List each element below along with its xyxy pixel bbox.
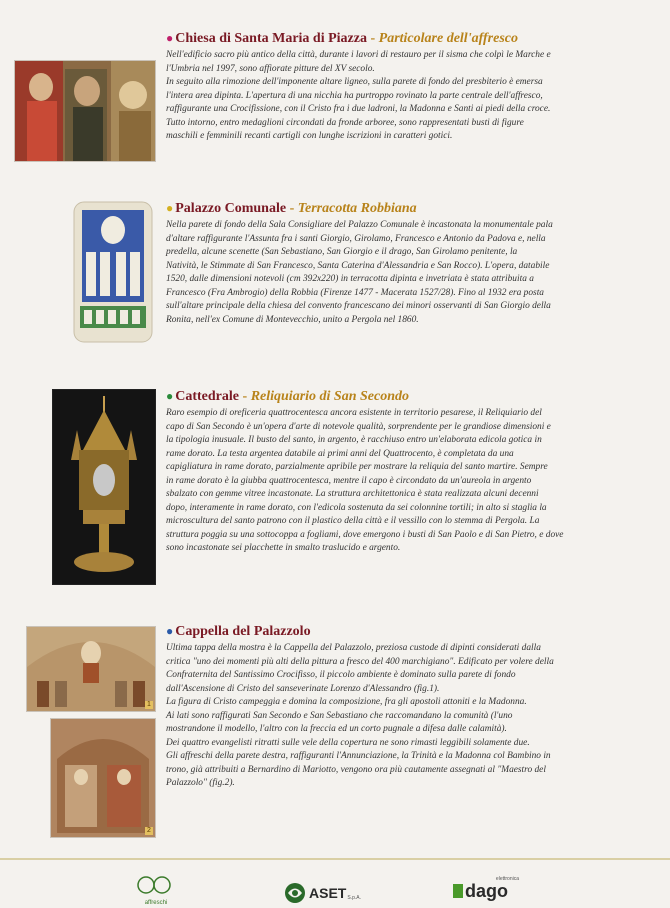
artwork-subtitle: Particolare dell'affresco (378, 31, 518, 46)
figure-number-badge: 1 (145, 701, 153, 709)
artwork-subtitle: Reliquiario di San Secondo (250, 389, 409, 404)
section-description (166, 642, 626, 791)
figure-number-badge: 2 (145, 827, 153, 835)
sponsor-logo-aset (284, 882, 361, 904)
text-line: d'altare raffigurante l'Assunta fra i santi Giorgio, Girolamo, Francesco e Antonio da Padova e, nella (166, 233, 546, 244)
bullet-icon: ● (166, 389, 174, 403)
dago-logo-tagline: elettronica (495, 876, 519, 882)
text-line: Nella parete di fondo della Sala Consigliare del Palazzo Comunale è incastonata la monumentale pala (166, 220, 553, 230)
text-line: La figura di Cristo campeggia e domina la composizione, fra gli apostoli attoniti e la Madonna. (166, 697, 527, 708)
text-line: struttura poggia su una sottocoppa a fogliami, dove emergono i busti di San Paolo e di San Pietro, e dove (166, 529, 564, 540)
section-palazzo-comunale (166, 199, 626, 327)
fresco-image (14, 60, 156, 162)
place-title: Cattedrale (175, 389, 240, 404)
place-title: Palazzo Comunale (175, 201, 287, 216)
text-line: microscultura del santo patrono con il plastico della città e il vessillo con lo stemma di Pergola. La (166, 516, 540, 527)
text-line: sbalzato con gemme vitree incastonate. La struttura architettonica è stata realizzata alcuni decenni (166, 489, 539, 500)
text-line: Ronita, nell'ex Comune di Montevecchio, unito a Pergola nel 1860. (166, 314, 419, 325)
altarpiece-illustration (70, 196, 156, 346)
text-line: mostrandone il modello, l'altro con la freccia ed un corto pugnale a difesa dalle calamità). (166, 724, 507, 735)
text-line: Confraternita del Santissimo Crocifisso, il piccolo ambiente è dominato sulla parete di fondo (166, 670, 516, 681)
section-description (166, 49, 626, 144)
aset-logo-text: ASET (309, 885, 347, 901)
text-line: 1520, dalle dimensioni notevoli (cm 392x220) in terracotta dipinta e invetriata è stata attribuita a (166, 274, 534, 285)
text-line: Raro esempio di oreficeria quattrocentesca ancora esistente in territorio pesarese, il Reliquiario del (166, 408, 542, 418)
annunciation-illustration (51, 719, 155, 837)
dago-logo-text: dago (465, 881, 508, 901)
footer-divider (0, 858, 670, 860)
ascension-fresco-image (26, 626, 156, 712)
section-description (166, 219, 626, 327)
reliquary-image (52, 389, 156, 585)
text-line: Palazzolo" (fig.2). (166, 778, 235, 789)
affreschi-logo-icon (128, 876, 184, 898)
fresco-illustration (15, 61, 155, 161)
text-line: Dei quattro evangelisti ritratti sulle vele della copertura ne sono rimasti leggibili solamente due. (166, 737, 530, 748)
text-line: In seguito alla rimozione dell'imponente altare ligneo, sulla parete di fondo del presbiterio è emersa (166, 77, 543, 88)
terracotta-altarpiece-image (70, 196, 156, 346)
text-line: sono incastonate sei placchette in smalto traslucido e argento. (166, 543, 401, 554)
text-line: la tipologia inusuale. Il busto del santo, in argento, è racchiuso entro un'elaborata edicola gotica in (166, 435, 542, 446)
sponsor-logo-dago (453, 876, 523, 900)
text-line: l'intera area dipinta. L'apertura di una nicchia ha purtroppo rovinato la parte centrale dell'affresco, (166, 90, 543, 101)
text-line: sull'altare principale della chiesa del convento francescano dei minori osservanti di San Giorgio della (166, 301, 551, 312)
title-dash: - (370, 31, 376, 46)
title-dash: - (289, 201, 295, 216)
place-title: Cappella del Palazzolo (175, 624, 311, 639)
section-heading (166, 199, 626, 218)
bullet-icon: ● (166, 31, 174, 45)
text-line: critica "uno dei momenti più alti della pittura a fresco del 400 marchigiano". Edificato per volere della (166, 656, 554, 667)
aset-globe-icon (284, 882, 306, 904)
place-title: Chiesa di Santa Maria di Piazza (175, 31, 367, 46)
annunciation-fresco-image (50, 718, 156, 838)
text-line: raffigurante una Crocifissione, con il Cristo fra i due ladroni, la Madonna e Santi ai piedi della croce. (166, 104, 551, 115)
text-line: Ai lati sono raffigurati San Secondo e San Sebastiano che raccomandano la comunità (l'uno (166, 710, 513, 721)
bullet-icon: ● (166, 201, 174, 215)
text-line: Gli affreschi della parete destra, raffiguranti l'Annunciazione, la Trinità e la Madonna col Bambino in (166, 751, 551, 762)
text-line: in rame dorato è la giubba quattrocentesca, mentre il capo è circondato da un'aureola in argento (166, 475, 532, 486)
ascension-illustration (27, 627, 155, 711)
text-line: capigliatura in rame dorato, parzialmente apribile per mostrare la reliquia del santo martire. Sempre (166, 462, 548, 473)
text-line: capo di San Secondo è un'opera d'arte di notevole qualità, sorprendente per le grandiose dimensioni e (166, 421, 551, 432)
text-line: trono, già attribuiti a Bernardino di Mariotto, vengono ora più cautamente assegnati al "Maestro del (166, 764, 546, 775)
section-description (166, 407, 626, 556)
affreschi-logo-text: affreschi (144, 900, 168, 906)
text-line: predella, alcune scenette (San Sebastiano, San Giorgio e il drago, San Girolamo penitente, la (166, 247, 518, 258)
text-line: Francesco (Fra Ambrogio) della Robbia (Firenze 1477 - Macerata 1527/28). Fino al 1932 era posta (166, 287, 544, 298)
aset-logo-suffix: S.p.A. (347, 895, 361, 901)
section-cattedrale (166, 387, 626, 556)
text-line: Tutto intorno, entro medaglioni circondati da fronde arboree, sono rappresentati busti di figure (166, 117, 524, 128)
bullet-icon: ● (166, 624, 174, 638)
artwork-subtitle: Terracotta Robbiana (297, 201, 417, 216)
section-heading (166, 622, 626, 641)
dago-logo-mark (453, 884, 463, 898)
text-line: Nell'edificio sacro più antico della città, durante i lavori di restauro per il sisma che colpì le Marche e (166, 50, 551, 60)
text-line: rame dorato. La testa argentea databile ai primi anni del Quattrocento, è completata da una (166, 448, 514, 459)
section-heading (166, 387, 626, 406)
text-line: dopo, interamente in rame dorato, con l'edicola sostenuta da sei colonnine tortili; in alto si staglia la (166, 502, 547, 513)
text-line: Natività, le Stimmate di San Francesco, Santa Caterina d'Alessandria e San Rocco). L'opera, databile (166, 260, 550, 271)
section-chiesa (166, 29, 626, 144)
text-line: l'Umbria nel 1997, sono affiorate pitture del XV secolo. (166, 63, 375, 74)
reliquary-illustration (53, 390, 155, 584)
text-line: Ultima tappa della mostra è la Cappella del Palazzolo, preziosa custode di dipinti considerati dalla (166, 643, 541, 653)
text-line: dall'Ascensione di Cristo del sanseverinate Lorenzo d'Alessandro (fig.1). (166, 683, 440, 694)
section-heading (166, 29, 626, 48)
text-line: maschili e femminili recanti cartigli con lunghe iscrizioni in caratteri gotici. (166, 131, 453, 142)
section-cappella-palazzolo (166, 622, 626, 791)
sponsor-logo-affreschi (128, 876, 184, 906)
title-dash: - (242, 389, 248, 404)
